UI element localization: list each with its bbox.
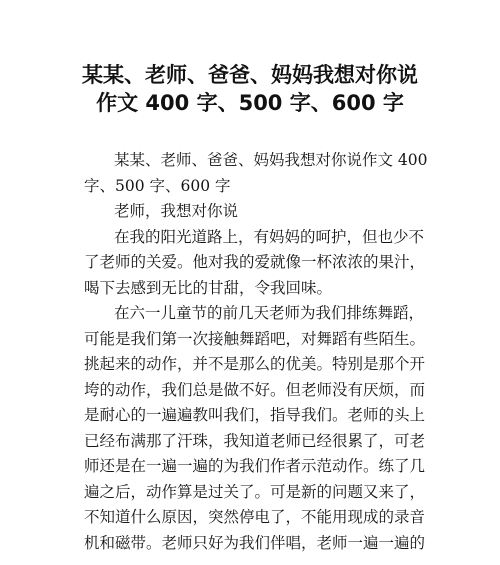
body-line: 字、500 字、600 字: [84, 176, 231, 195]
body-line: 喝下去感到无比的甘甜，令我回味。: [84, 278, 333, 297]
body-line: 在我的阳光道路上，有妈妈的呵护，但也少不: [114, 227, 425, 246]
document-body: [84, 148, 428, 556]
body-line: 垮的动作，我们总是做不好。但老师没有厌烦，而: [84, 380, 426, 399]
body-line: 不知道什么原因，突然停电了，不能用现成的录音: [84, 508, 426, 526]
document-title-line-2: 作文 400 字、500 字、600 字: [96, 91, 404, 115]
body-line: 老师，我想对你说: [114, 202, 239, 220]
body-line: 是耐心的一遍遍教叫我们，指导我们。老师的头上: [84, 406, 426, 424]
body-line: 了老师的关爱。他对我的爱就像一杯浓浓的果汁，: [84, 253, 426, 271]
document-title-line-1: 某某、老师、爸爸、妈妈我想对你说: [82, 63, 418, 87]
body-line: 挑起来的动作，并不是那么的优美。特别是那个开: [84, 355, 426, 373]
body-line: 遍之后，动作算是过关了。可是新的问题又来了，: [84, 482, 426, 501]
body-line: 师还是在一遍一遍的为我们作者示范动作。练了几: [84, 457, 426, 475]
body-line: 可能是我们第一次接触舞蹈吧，对舞蹈有些陌生。: [84, 329, 426, 348]
body-line: 在六一儿童节的前几天老师为我们排练舞蹈，: [114, 304, 425, 322]
body-line: 已经布满那了汗珠，我知道老师已经很累了，可老: [84, 431, 426, 450]
body-line: 某某、老师、爸爸、妈妈我想对你说作文 400: [114, 151, 428, 169]
body-line: 机和磁带。老师只好为我们伴唱，老师一遍一遍的: [84, 533, 426, 552]
